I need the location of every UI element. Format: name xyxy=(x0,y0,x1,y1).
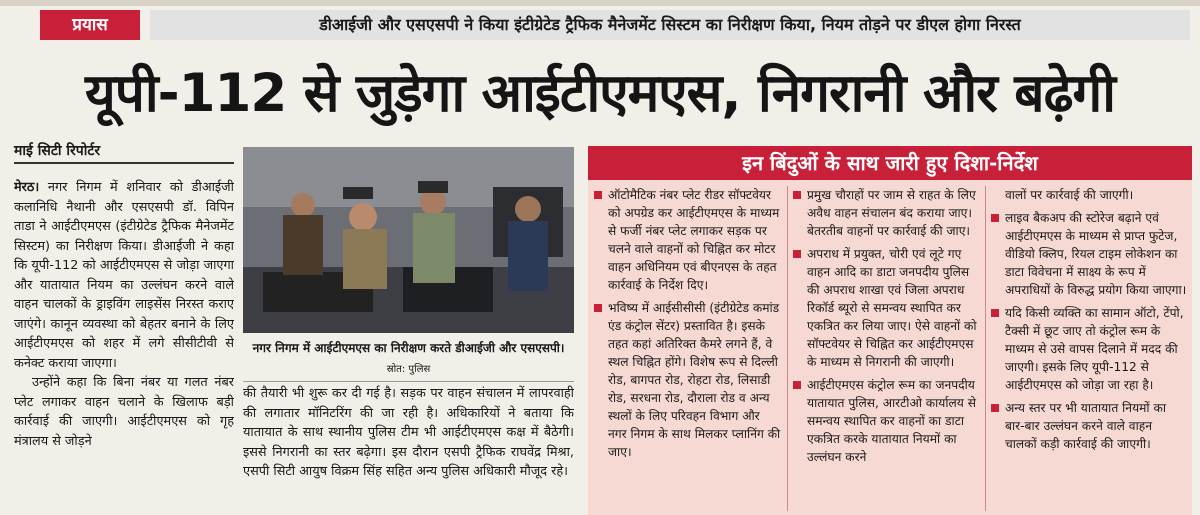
left-para-2: उन्होंने कहा कि बिना नंबर या गलत नंबर प्लेट लगाकर वाहन चलाने के खिलाफ बड़ी कार्रवाई की जाएगी। आईटीएमएस को गृह मंत्रालय से जोड़ने xyxy=(14,375,234,449)
dateline: मेरठ। xyxy=(14,180,40,195)
byline: माई सिटी रिपोर्टर xyxy=(14,140,234,164)
guidelines-column-2 xyxy=(793,186,979,511)
bullet-square-icon xyxy=(594,304,602,312)
guidelines-column-3 xyxy=(991,186,1187,511)
guideline-point: प्रमुख चौराहों पर जाम से राहत के लिए अवैध वाहन संचालन बंद कराया जाए। बेतरतीब वाहनों पर कार्रवाई की जाए। xyxy=(793,186,979,240)
bullet-square-icon xyxy=(991,214,999,222)
guideline-continuation: वालों पर कार्रवाई की जाएगी। xyxy=(1005,188,1134,202)
headline: यूपी-112 से जुड़ेगा आईटीएमएस, निगरानी और बढ़ेगी xyxy=(85,63,1115,124)
section-tag: प्रयास xyxy=(40,10,140,40)
middle-column xyxy=(243,384,574,515)
bullet-square-icon xyxy=(793,191,801,199)
guidelines-column-1 xyxy=(594,186,781,511)
box-column-divider-1 xyxy=(787,186,788,511)
caption-divider xyxy=(243,381,574,382)
middle-para-1: की तैयारी भी शुरू कर दी गई है। सड़क पर वाहन संचालन में लापरवाही की लगातार मॉनिटरिंग की जा रही है। अधिकारियों ने बताया कि यातायात के साथ स्थानीय पुलिस टीम भी आईटीएमएस कक्ष में बैठेगी। इससे निगरानी का स्तर बढ़ेगा। इस दौरान एसपी ट्रैफिक राघवेंद्र मिश्रा, एसपी सिटी आयुष विक्रम सिंह सहित अन्य पुलिस अधिकारी मौजूद रहे। xyxy=(243,386,574,479)
bullet-square-icon xyxy=(594,191,602,199)
guideline-point: अपराध में प्रयुक्त, चोरी एवं लूटे गए वाहन आदि का डाटा जनपदीय पुलिस की अपराध शाखा एवं जिला अपराध रिकॉर्ड ब्यूरो से समन्वय स्थापित कर एकत्रित कर लिया जाए। ऐसे वाहनों को सॉफ्टवेयर से चिह्नित कर आईटीएमएस के माध्यम से निगरानी की जाएगी। xyxy=(793,245,979,371)
photo-credit: स्रोत: पुलिस xyxy=(386,364,431,375)
guideline-point: आईटीएमएस कंट्रोल रूम का जनपदीय यातायात पुलिस, आरटीओ कार्यालय से समन्वय स्थापित कर वाहनों का डाटा एकत्रित करके यातायात नियमों का उल्लंघन करने xyxy=(793,376,979,466)
bullet-square-icon xyxy=(991,309,999,317)
guideline-point: ऑटोमैटिक नंबर प्लेट रीडर सॉफ्टवेयर को अपग्रेड कर आईटीएमएस के माध्यम से फर्जी नंबर प्लेट लगाकर सड़क पर चलने वाले वाहनों को चिह्नित कर मोटर वाहन अधिनियम एवं बीएनएस के तहत कार्रवाई के निर्देश दिए। xyxy=(594,186,781,294)
bullet-square-icon xyxy=(793,381,801,389)
left-para-1: मेरठ। नगर निगम में शनिवार को डीआईजी कलानिधि नैथानी और एसएसपी डॉ. विपिन ताडा ने आईटीएमएस (इंटीग्रेटेड ट्रैफिक मैनेजमेंट सिस्टम) का निरीक्षण किया। डीआईजी ने कहा कि यूपी-112 को आईटीएमएस से जोड़ा जाएगा और यातायात नियम का उल्लंघन करने वाले वाहन चालकों के ड्राइविंग लाइसेंस निरस्त कराए जाएंगे। कानून व्यवस्था को बेहतर बनाने के लिए आईटीएमएस को शहर में लगे सीसीटीवी से कनेक्ट कराया जाएगा। xyxy=(14,180,234,371)
left-column xyxy=(14,178,234,515)
bullet-square-icon xyxy=(793,250,801,258)
photo-caption: नगर निगम में आईटीएमएस का निरीक्षण करते डीआईजी और एसएसपी। स्रोत: पुलिस xyxy=(252,341,565,375)
guideline-point: लाइव बैकअप की स्टोरेज बढ़ाने एवं आईटीएमएस के माध्यम से प्राप्त फुटेज, वीडियो क्लिप, रियल टाइम लोकेशन का डाटा विवेचना में साक्ष्य के रूप में अपराधियों के विरुद्ध प्रयोग किया जाएगा। xyxy=(991,209,1187,299)
news-photo xyxy=(243,147,574,333)
guideline-point: भविष्य में आईसीसीसी (इंटीग्रेटेड कमांड एंड कंट्रोल सेंटर) प्रस्तावित है। इसके तहत कहां अतिरिक्त कैमरे लगने हैं, वे स्थल चिह्नित होंगे। विशेष रूप से दिल्ली रोड, बागपत रोड, रोहटा रोड, लिसाडी रोड, सरधना रोड, दौराला रोड व अन्य स्थलों के लिए परिवहन विभाग और नगर निगम के साथ मिलकर प्लानिंग की जाए। xyxy=(594,299,781,461)
photo-illustration xyxy=(243,147,574,333)
box-column-divider-2 xyxy=(985,186,986,511)
subheadline: डीआईजी और एसएसपी ने किया इंटीग्रेटेड ट्रैफिक मैनेजमेंट सिस्टम का निरीक्षण किया, नियम तोड़ने पर डीएल होगा निरस्त xyxy=(150,10,1190,40)
guideline-point: अन्य स्तर पर भी यातायात नियमों का बार-बार उल्लंघन करने वाले वाहन चालकों कड़ी कार्रवाई की जाएगी। xyxy=(991,399,1187,453)
page-top-rule xyxy=(0,0,1200,6)
bullet-square-icon xyxy=(991,404,999,412)
guidelines-box-title: इन बिंदुओं के साथ जारी हुए दिशा-निर्देश xyxy=(588,146,1192,180)
guideline-point: यदि किसी व्यक्ति का सामान ऑटो, टेंपो, टैक्सी में छूट जाए तो कंट्रोल रूम के माध्यम से उसे वापस दिलाने में मदद की जाएगी। इसके लिए यूपी-112 से आईटीएमएस को जोड़ा जा रहा है। xyxy=(991,304,1187,394)
